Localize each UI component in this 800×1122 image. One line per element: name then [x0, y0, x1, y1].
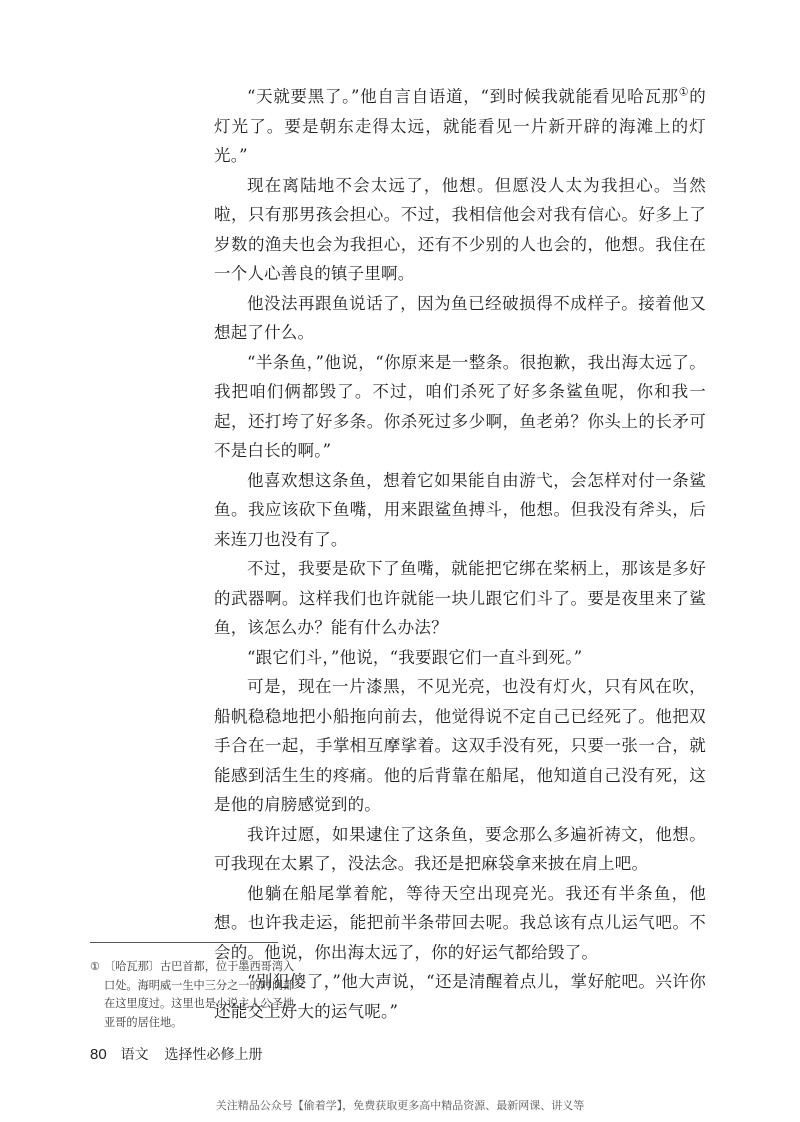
- paragraph: 他躺在船尾掌着舵，等待天空出现亮光。我还有半条鱼，他想。也许我走运，能把前半条带回去呢。我总该有点儿运气吧。不会的。他说，你出海太远了，你的好运气都给毁了。: [214, 883, 706, 962]
- paragraph-text: 的灯光了。要是朝东走得太远，就能看见一片新开辟的海滩上的灯光。”: [214, 87, 706, 165]
- paragraph: 他喜欢想这条鱼，想着它如果能自由游弋，会怎样对付一条鲨鱼。我应该砍下鱼嘴，用来跟鲨鱼搏斗，他想。但我没有斧头，后来连刀也没有了。: [214, 470, 706, 549]
- paragraph-text: “天就要黑了。”他自言自语道，“到时候我就能看见哈瓦那: [247, 87, 679, 106]
- paragraph: 不过，我要是砍下了鱼嘴，就能把它绑在桨柄上，那该是多好的武器啊。这样我们也许就能一块儿跟它们斗了。要是夜里来了鲨鱼，该怎么办？能有什么办法？: [214, 559, 706, 637]
- footnote-text: 〔哈瓦那〕古巴首都，位于墨西哥湾入口处。海明威一生中三分之一的时间都在这里度过。这里也是小说主人公圣地亚哥的居住地。: [104, 960, 295, 1029]
- page-number: 80: [90, 1046, 107, 1063]
- paragraph: 他没法再跟鱼说话了，因为鱼已经破损得不成样子。接着他又想起了什么。: [214, 293, 706, 342]
- paragraph: “别犯傻了，”他大声说，“还是清醒着点儿，掌好舵吧。兴许你还能交上好大的运气呢。”: [214, 972, 706, 1021]
- paragraph: “跟它们斗，”他说，“我要跟它们一直斗到死。”: [247, 647, 583, 667]
- footnote-divider: [90, 942, 278, 943]
- footnote-marker: ①: [90, 960, 101, 973]
- paragraph: 现在离陆地不会太远了，他想。但愿没人太为我担心。当然啦，只有那男孩会担心。不过，我相信他会对我有信心。好多上了岁数的渔夫也会为我担心，还有不少别的人也会的，他想。我住在一个人心善良的镇子里啊。: [214, 175, 706, 283]
- paragraph: 可是，现在一片漆黑，不见光亮，也没有灯火，只有风在吹，船帆稳稳地把小船拖向前去，他觉得说不定自己已经死了。他把双手合在一起，手掌相互摩挲着。这双手没有死，只要一张一合，就能感到活生生的疼痛。他的后背靠在船尾，他知道自己没有死，这是他的肩膀感觉到的。: [214, 677, 706, 814]
- footnote: [90, 958, 305, 1032]
- promo-banner: 关注精品公众号【偷着学】，免费获取更多高中精品资源、最新网课、讲义等: [215, 1099, 585, 1112]
- footnote-reference[interactable]: ①: [678, 85, 690, 99]
- paragraph: “半条鱼，”他说，“你原来是一整条。很抱歉，我出海太远了。我把咱们俩都毁了。不过，咱们杀死了好多条鲨鱼呢，你和我一起，还打垮了好多条。你杀死过多少啊，鱼老弟？你头上的长矛可不是白长的啊。”: [214, 352, 706, 460]
- volume-name: 选择性必修上册: [164, 1046, 263, 1062]
- page-footer: [90, 1044, 262, 1064]
- paragraph: 我许过愿，如果逮住了这条鱼，要念那么多遍祈祷文，他想。可我现在太累了，没法念。我还是把麻袋拿来披在肩上吧。: [214, 824, 706, 873]
- main-text: [214, 82, 706, 1026]
- paragraph: [214, 82, 706, 171]
- book-name: 语文: [120, 1046, 149, 1062]
